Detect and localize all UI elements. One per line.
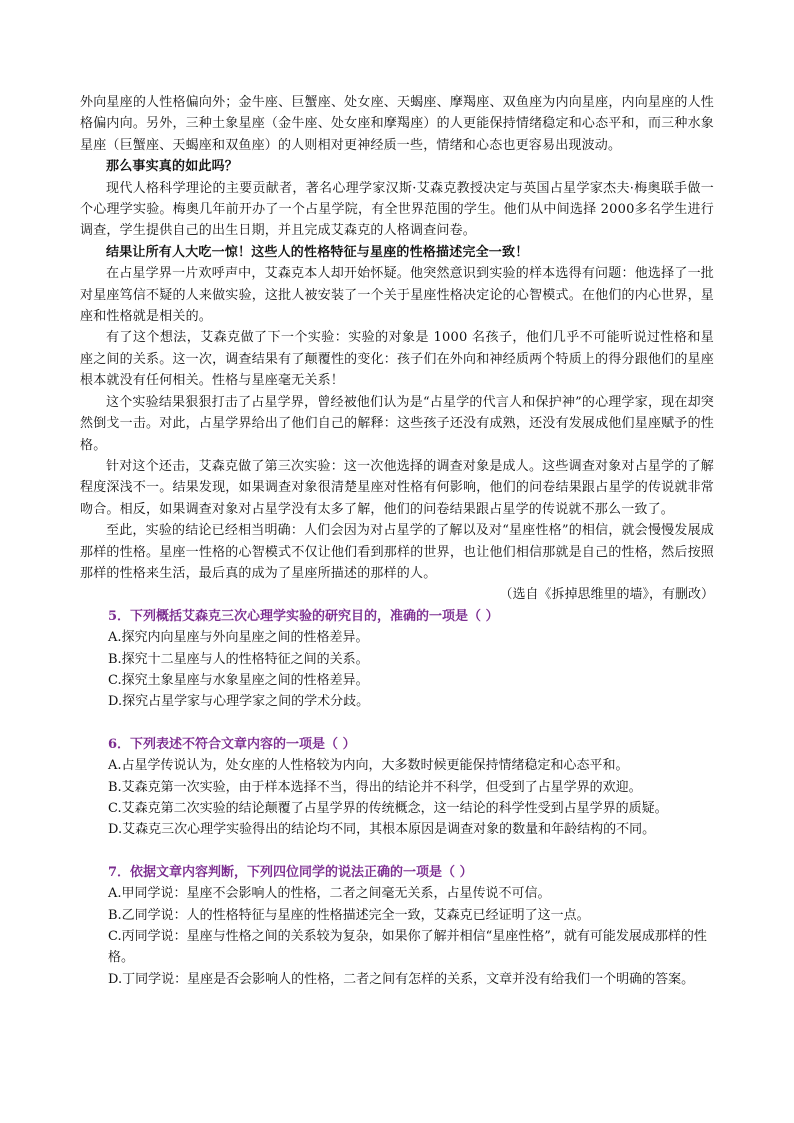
question-title: 6．下列表述不符合文章内容的一项是（ ）: [108, 736, 356, 752]
option-b: B.艾森克第一次实验，由于样本选择不当，得出的结论并不科学，但受到了占星学界的欢迎。: [108, 779, 642, 795]
option-a: A.探究内向星座与外向星座之间的性格差异。: [108, 630, 369, 646]
passage-paragraph-5: 在占星学界一片欢呼声中，艾森克本人却开始怀疑。他突然意识到实验的样本选得有问题：他选择了一批对星座笃信不疑的人来做实验，这批人被安装了一个关于星座性格决定论的心智模式。在他们的内心世界，星座和性格就是相关的。: [80, 266, 714, 325]
option-c: C.艾森克第二次实验的结论颠覆了占星学界的传统概念，这一结论的科学性受到占星学界的质疑。: [108, 801, 668, 816]
option-b: B.乙同学说：人的性格特征与星座的性格描述完全一致，艾森克已经证明了这一点。: [108, 907, 590, 923]
option-a: A.甲同学说：星座不会影响人的性格，二者之间毫无关系，占星传说不可信。: [108, 886, 551, 902]
option-d: D.艾森克三次心理学实验得出的结论均不同，其根本原因是调查对象的数量和年龄结构的不同。: [108, 822, 656, 838]
document-page: [80, 92, 714, 990]
option-b: B.探究十二星座与人的性格特征之间的关系。: [108, 651, 369, 667]
passage-paragraph-8: 针对这个还击，艾森克做了第三次实验：这一次他选择的调查对象是成人。这些调查对象对占星学的了解程度深浅不一。结果发现，如果调查对象很清楚星座对性格有何影响，他们的问卷结果跟占星学的传说就非常吻合。相反，如果调查对象对占星学没有太多了解，他们的问卷结果跟占星学的传说就不那么一致了。: [80, 458, 714, 517]
question-6: [80, 734, 714, 841]
passage-paragraph-9: 至此，实验的结论已经相当明确：人们会因为对占星学的了解以及对“星座性格”的相信，就会慢慢发展成那样的性格。星座一性格的心智模式不仅让他们看到那样的世界，也让他们相信那就是自己的性格，然后按照那样的性格来生活，最后真的成为了星座所描述的那样的人。: [80, 523, 714, 581]
option-c: C.丙同学说：星座与性格之间的关系较为复杂，如果你了解并相信“星座性格”，就有可能发展成那样的性格。: [108, 929, 707, 966]
passage-paragraph-6: 有了这个想法，艾森克做了下一个实验：实验的对象是 1000 名孩子，他们几乎不可能听说过性格和星座之间的关系。这一次，调查结果有了颠覆性的变化：孩子们在外向和神经质两个特质上的得分跟他们的星座根本就没有任何相关。性格与星座毫无关系！: [80, 330, 714, 389]
question-7: [80, 862, 714, 990]
passage-source: （选自《拆掉思维里的墙》，有删改）: [499, 587, 714, 603]
option-a: A.占星学传说认为，处女座的人性格较为内向，大多数时候更能保持情绪稳定和心态平和。: [108, 758, 629, 774]
question-title: 5．下列概括艾森克三次心理学实验的研究目的，准确的一项是（ ）: [108, 608, 499, 624]
passage-paragraph-1: 外向星座的人性格偏向外；金牛座、巨蟹座、处女座、天蝎座、摩羯座、双鱼座为内向星座，内向星座的人性格偏内向。另外，三种土象星座（金牛座、处女座和摩羯座）的人更能保持情绪稳定和心态平和，而三种水象星座（巨蟹座、天蝎座和双鱼座）的人则相对更神经质一些，情绪和心态也更容易出现波动。: [80, 95, 714, 153]
passage-paragraph-7: 这个实验结果狠狠打击了占星学界，曾经被他们认为是“占星学的代言人和保护神”的心理学家，现在却突然倒戈一击。对此，占星学界给出了他们自己的解释：这些孩子还没有成熟，还没有发展成他们星座赋予的性格。: [80, 394, 714, 453]
question-5: [80, 606, 714, 713]
question-title: 7．依据文章内容判断，下列四位同学的说法正确的一项是（ ）: [108, 864, 473, 880]
passage-paragraph-4: 结果让所有人大吃一惊！这些人的性格特征与星座的性格描述完全一致！: [106, 244, 529, 260]
passage-paragraph-3: 现代人格科学理论的主要贡献者，著名心理学家汉斯·艾森克教授决定与英国占星学家杰夫·梅奥联手做一个心理学实验。梅奥几年前开办了一个占星学院，有全世界范围的学生。他们从中间选择 2000多名学生进行调查，学生提供自己的出生日期，并且完成艾森克的人格调查问卷。: [80, 180, 714, 239]
option-d: D.探究占星学家与心理学家之间的学术分歧。: [108, 694, 370, 710]
option-c: C.探究土象星座与水象星座之间的性格差异。: [108, 672, 369, 688]
option-d: D.丁同学说：星座是否会影响人的性格，二者之间有怎样的关系，文章并没有给我们一个明确的答案。: [108, 971, 695, 987]
passage-paragraph-2: 那么事实真的如此吗？: [106, 159, 239, 175]
